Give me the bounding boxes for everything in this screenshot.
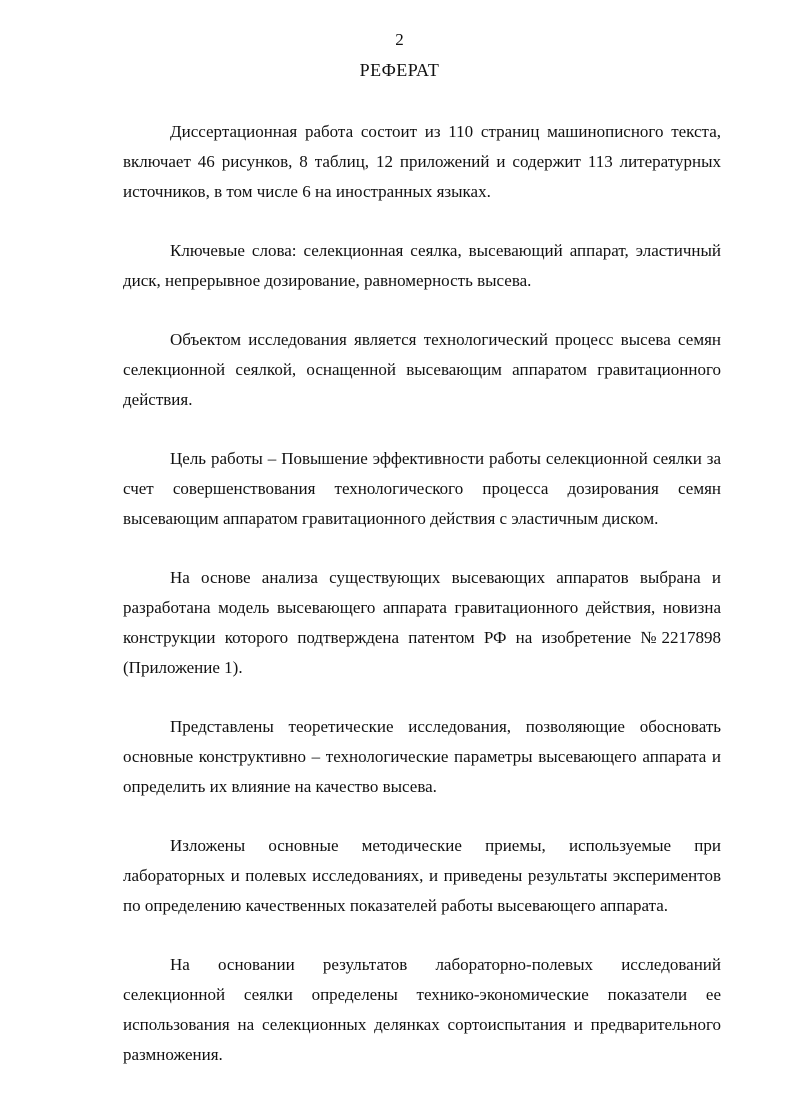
page-number: 2 bbox=[395, 30, 404, 49]
paragraph-keywords: Ключевые слова: селекционная сеялка, высевающий аппарат, эластичный диск, непрерывное дозирование, равномерность высева. bbox=[123, 241, 721, 290]
paragraph-theory: Представлены теоретические исследования, позволяющие обосновать основные конструктивно – технологические параметры высевающего аппарата и определить их влияние на качество высева. bbox=[123, 717, 721, 796]
paragraph-goal: Цель работы – Повышение эффективности работы селекционной сеялки за счет совершенствования технологического процесса дозирования семян высевающим аппаратом гравитационного действия с эластичным диском. bbox=[123, 449, 721, 528]
paragraph-volume: Диссертационная работа состоит из 110 страниц машинописного текста, включает 46 рисунков, 8 таблиц, 12 приложений и содержит 113 литературных источников, в том числе 6 на иностранных языках. bbox=[123, 122, 721, 201]
paragraph-model: На основе анализа существующих высевающих аппаратов выбрана и разработана модель высевающего аппарата гравитационного действия, новизна конструкции которого подтверждена патентом РФ на изобретение №2217898 (Приложение 1). bbox=[123, 568, 721, 677]
paragraph-results: На основании результатов лабораторно-полевых исследований селекционной сеялки определены технико-экономические показатели ее использования на селекционных делянках сортоиспытания и предварительного размножения. bbox=[123, 955, 721, 1064]
paragraph-object: Объектом исследования является технологический процесс высева семян селекционной сеялкой, оснащенной высевающим аппаратом гравитационного действия. bbox=[123, 330, 721, 409]
paragraph-methods: Изложены основные методические приемы, используемые при лабораторных и полевых исследованиях, и приведены результаты экспериментов по определению качественных показателей работы высевающего аппарата. bbox=[123, 836, 721, 915]
abstract-body bbox=[123, 117, 721, 1099]
page-title: РЕФЕРАТ bbox=[359, 60, 440, 80]
